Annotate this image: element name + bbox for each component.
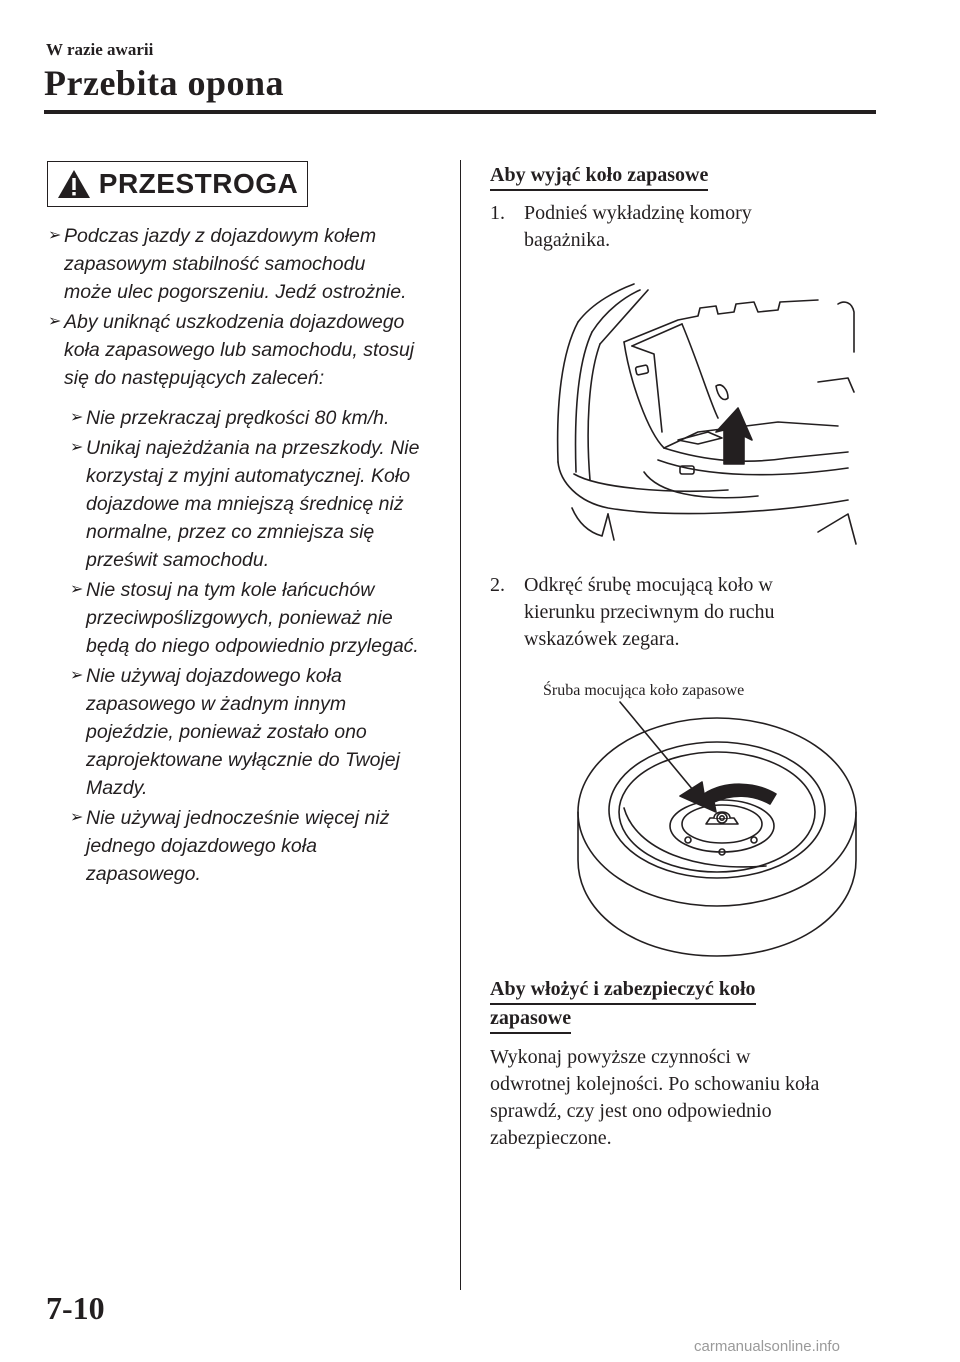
caution-sub-bullet xyxy=(70,804,448,888)
text-line: korzystaj z myjni automatycznej. Koło xyxy=(86,465,411,487)
caution-sub-bullet xyxy=(70,404,448,432)
spare-tire-illustration xyxy=(576,700,858,960)
arrow-bullet-icon: ➢ xyxy=(70,581,84,598)
caution-sub-bullet xyxy=(70,576,448,660)
warning-triangle-icon xyxy=(57,169,91,199)
text-line: kierunku przeciwnym do ruchu xyxy=(524,601,775,623)
text-line: Mazdy. xyxy=(86,777,148,799)
caution-sub-list xyxy=(48,404,448,888)
page-number: 7-10 xyxy=(46,1290,105,1326)
text-line: Nie używaj jednocześnie więcej niż xyxy=(86,807,390,829)
text-line: dojazdowe ma mniejszą średnicę niż xyxy=(86,493,404,515)
watermark: carmanualsonline.info xyxy=(694,1338,840,1355)
caution-sub-bullet xyxy=(70,434,448,574)
caution-bullet xyxy=(48,308,448,392)
text-line: pojeździe, ponieważ zostało ono xyxy=(86,721,367,743)
arrow-bullet-icon: ➢ xyxy=(48,313,62,330)
text-line: zapasowego w żadnym innym xyxy=(86,693,347,715)
column-divider xyxy=(460,160,461,1290)
text-line: Nie przekraczaj prędkości 80 km/h. xyxy=(86,407,390,429)
remove-section-title-text: Aby wyjąć koło zapasowe xyxy=(490,162,708,191)
text-line: Unikaj najeżdżania na przeszkody. Nie xyxy=(86,437,420,459)
install-section-title xyxy=(490,976,756,1034)
install-section-title-line: zapasowe xyxy=(490,1005,571,1034)
caution-box xyxy=(47,161,308,207)
text-line: bagażnika. xyxy=(524,229,611,251)
text-line: Nie stosuj na tym kole łańcuchów xyxy=(86,579,375,601)
remove-section-title xyxy=(490,162,708,191)
text-line: jednego dojazdowego koła xyxy=(86,835,317,857)
caution-title: PRZESTROGA xyxy=(98,168,299,199)
text-line: normalne, przez co zmniejsza się xyxy=(86,521,375,543)
section-label: W razie awarii xyxy=(46,40,154,59)
arrow-bullet-icon: ➢ xyxy=(48,227,62,244)
text-line: Podczas jazdy z dojazdowym kołem xyxy=(64,225,377,247)
text-line: Odkręć śrubę mocującą koło w xyxy=(524,574,773,596)
text-line: wskazówek zegara. xyxy=(524,628,680,650)
text-line: sprawdź, czy jest ono odpowiednio xyxy=(490,1100,772,1122)
step-number: 1. xyxy=(490,202,505,224)
trunk-illustration xyxy=(548,282,862,564)
text-line: odwrotnej kolejności. Po schowaniu koła xyxy=(490,1073,820,1095)
arrow-bullet-icon: ➢ xyxy=(70,409,84,426)
install-section-title-line: Aby włożyć i zabezpieczyć koło xyxy=(490,976,756,1005)
text-line: koła zapasowego lub samochodu, stosuj xyxy=(64,339,415,361)
text-line: zapasowego. xyxy=(86,863,201,885)
text-line: się do następujących zaleceń: xyxy=(64,367,325,389)
step-2 xyxy=(490,572,870,653)
text-line: zaprojektowane wyłącznie do Twojej xyxy=(86,749,400,771)
text-line: Wykonaj powyższe czynności w xyxy=(490,1046,751,1068)
text-line: prześwit samochodu. xyxy=(86,549,270,571)
page-title: Przebita opona xyxy=(44,63,284,103)
callout-label: Śruba mocująca koło zapasowe xyxy=(543,682,745,699)
arrow-bullet-icon: ➢ xyxy=(70,439,84,456)
arrow-bullet-icon: ➢ xyxy=(70,809,84,826)
text-line: będą do niego odpowiednio przylegać. xyxy=(86,635,419,657)
text-line: przeciwpoślizgowych, ponieważ nie xyxy=(86,607,393,629)
caution-sub-bullet xyxy=(70,662,448,802)
step-number: 2. xyxy=(490,574,505,596)
text-line: Aby uniknąć uszkodzenia dojazdowego xyxy=(64,311,405,333)
heading-rule xyxy=(44,110,876,114)
text-line: Nie używaj dojazdowego koła xyxy=(86,665,342,687)
text-line: Podnieś wykładzinę komory xyxy=(524,202,752,224)
step-1 xyxy=(490,200,870,254)
text-line: może ulec pogorszeniu. Jedź ostrożnie. xyxy=(64,281,407,303)
caution-list xyxy=(48,222,448,890)
arrow-bullet-icon: ➢ xyxy=(70,667,84,684)
text-line: zabezpieczone. xyxy=(490,1127,612,1149)
text-line: zapasowym stabilność samochodu xyxy=(64,253,366,275)
caution-bullet xyxy=(48,222,448,306)
install-section-body xyxy=(490,1044,870,1152)
